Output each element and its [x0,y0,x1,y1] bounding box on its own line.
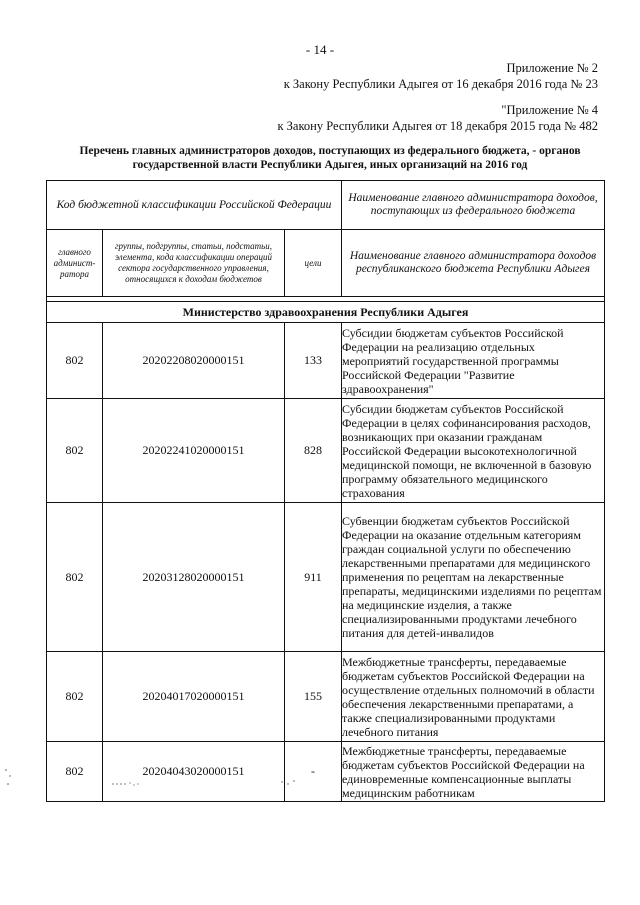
header-row [47,181,605,230]
admin-code: 802 [47,323,103,399]
header-name-federal: Наименование главного администратора доходов, поступающих из федерального бюджета [342,181,605,230]
admin-code: 802 [47,652,103,742]
budget-code: 20204017020000151 [103,652,285,742]
subheader-row [47,230,605,297]
subheader-admin: главного админист-ратора [47,230,103,297]
goal-code: 911 [285,503,342,652]
income-description: Субвенции бюджетам субъектов Российской Федерации на оказание отдельным категориям граждан социальной услуги по обеспечению лекарственными препаратами для медицинского применения по рецептам на лекарственные препараты, медицинскими изделиями по рецептам на медицинские изделия, а также специализированными продуктами лечебного питания для детей-инвалидов [342,503,605,652]
goal-code: - [285,742,342,802]
budget-code: 20203128020000151 [103,503,285,652]
header-code: Код бюджетной классификации Российской Федерации [47,181,342,230]
table-row [47,652,605,742]
page-number: - 14 - [305,42,335,57]
table-row [47,503,605,652]
appendix-old-number: "Приложение № 4 [501,103,598,117]
appendix-law-ref: к Закону Республики Адыгея от 16 декабря 2016 года № 23 [283,77,598,91]
goal-code: 155 [285,652,342,742]
ministry-name: Министерство здравоохранения Республики Адыгея [47,302,605,323]
income-description: Субсидии бюджетам субъектов Российской Федерации в целях софинансирования расходов, возникающих при оказании гражданам Российской Федерации высокотехнологичной медицинской помощи, не включенной в базовую программу обязательного медицинского страхования [342,399,605,503]
goal-code: 133 [285,323,342,399]
income-description: Субсидии бюджетам субъектов Российской Федерации на реализацию отдельных мероприятий государственной программы Российской Федерации "Развитие здравоохранения" [342,323,605,399]
table-row [47,323,605,399]
budget-code: 20202208020000151 [103,323,285,399]
budget-code: 20204043020000151 [103,742,285,802]
income-description: Межбюджетные трансферты, передаваемые бюджетам субъектов Российской Федерации на единовременные компенсационные выплаты медицинским работникам [342,742,605,802]
document-title: Перечень главных администраторов доходов, поступающих из федерального бюджета, - органов государственной власти Республики Адыгея, иных организаций на 2016 год [79,145,581,171]
subheader-name-republic: Наименование главного администратора доходов республиканского бюджета Республики Адыгея [342,230,605,297]
scan-artifacts [0,740,640,800]
appendix-number: Приложение № 2 [506,61,598,75]
appendix-old-header [277,102,598,134]
budget-code: 20202241020000151 [103,399,285,503]
admin-code: 802 [47,742,103,802]
subheader-groups: группы, подгруппы, статьи, подстатьи, элемента, кода классификации операций сектора государственного управления, относящихся к доходам бюджетов [103,230,285,297]
subheader-goals: цели [285,230,342,297]
scan-dots [5,769,294,785]
admin-code: 802 [47,503,103,652]
appendix-old-law-ref: к Закону Республики Адыгея от 18 декабря 2015 года № 482 [277,119,598,133]
appendix-header [284,60,598,92]
goal-code: 828 [285,399,342,503]
ministry-row [47,302,605,323]
income-description: Межбюджетные трансферты, передаваемые бюджетам субъектов Российской Федерации на осуществление отдельных полномочий в области обеспечения лекарственными препаратами, а также специализированными продуктами лечебного питания [342,652,605,742]
administrators-table [46,180,605,802]
table-row [47,399,605,503]
admin-code: 802 [47,399,103,503]
